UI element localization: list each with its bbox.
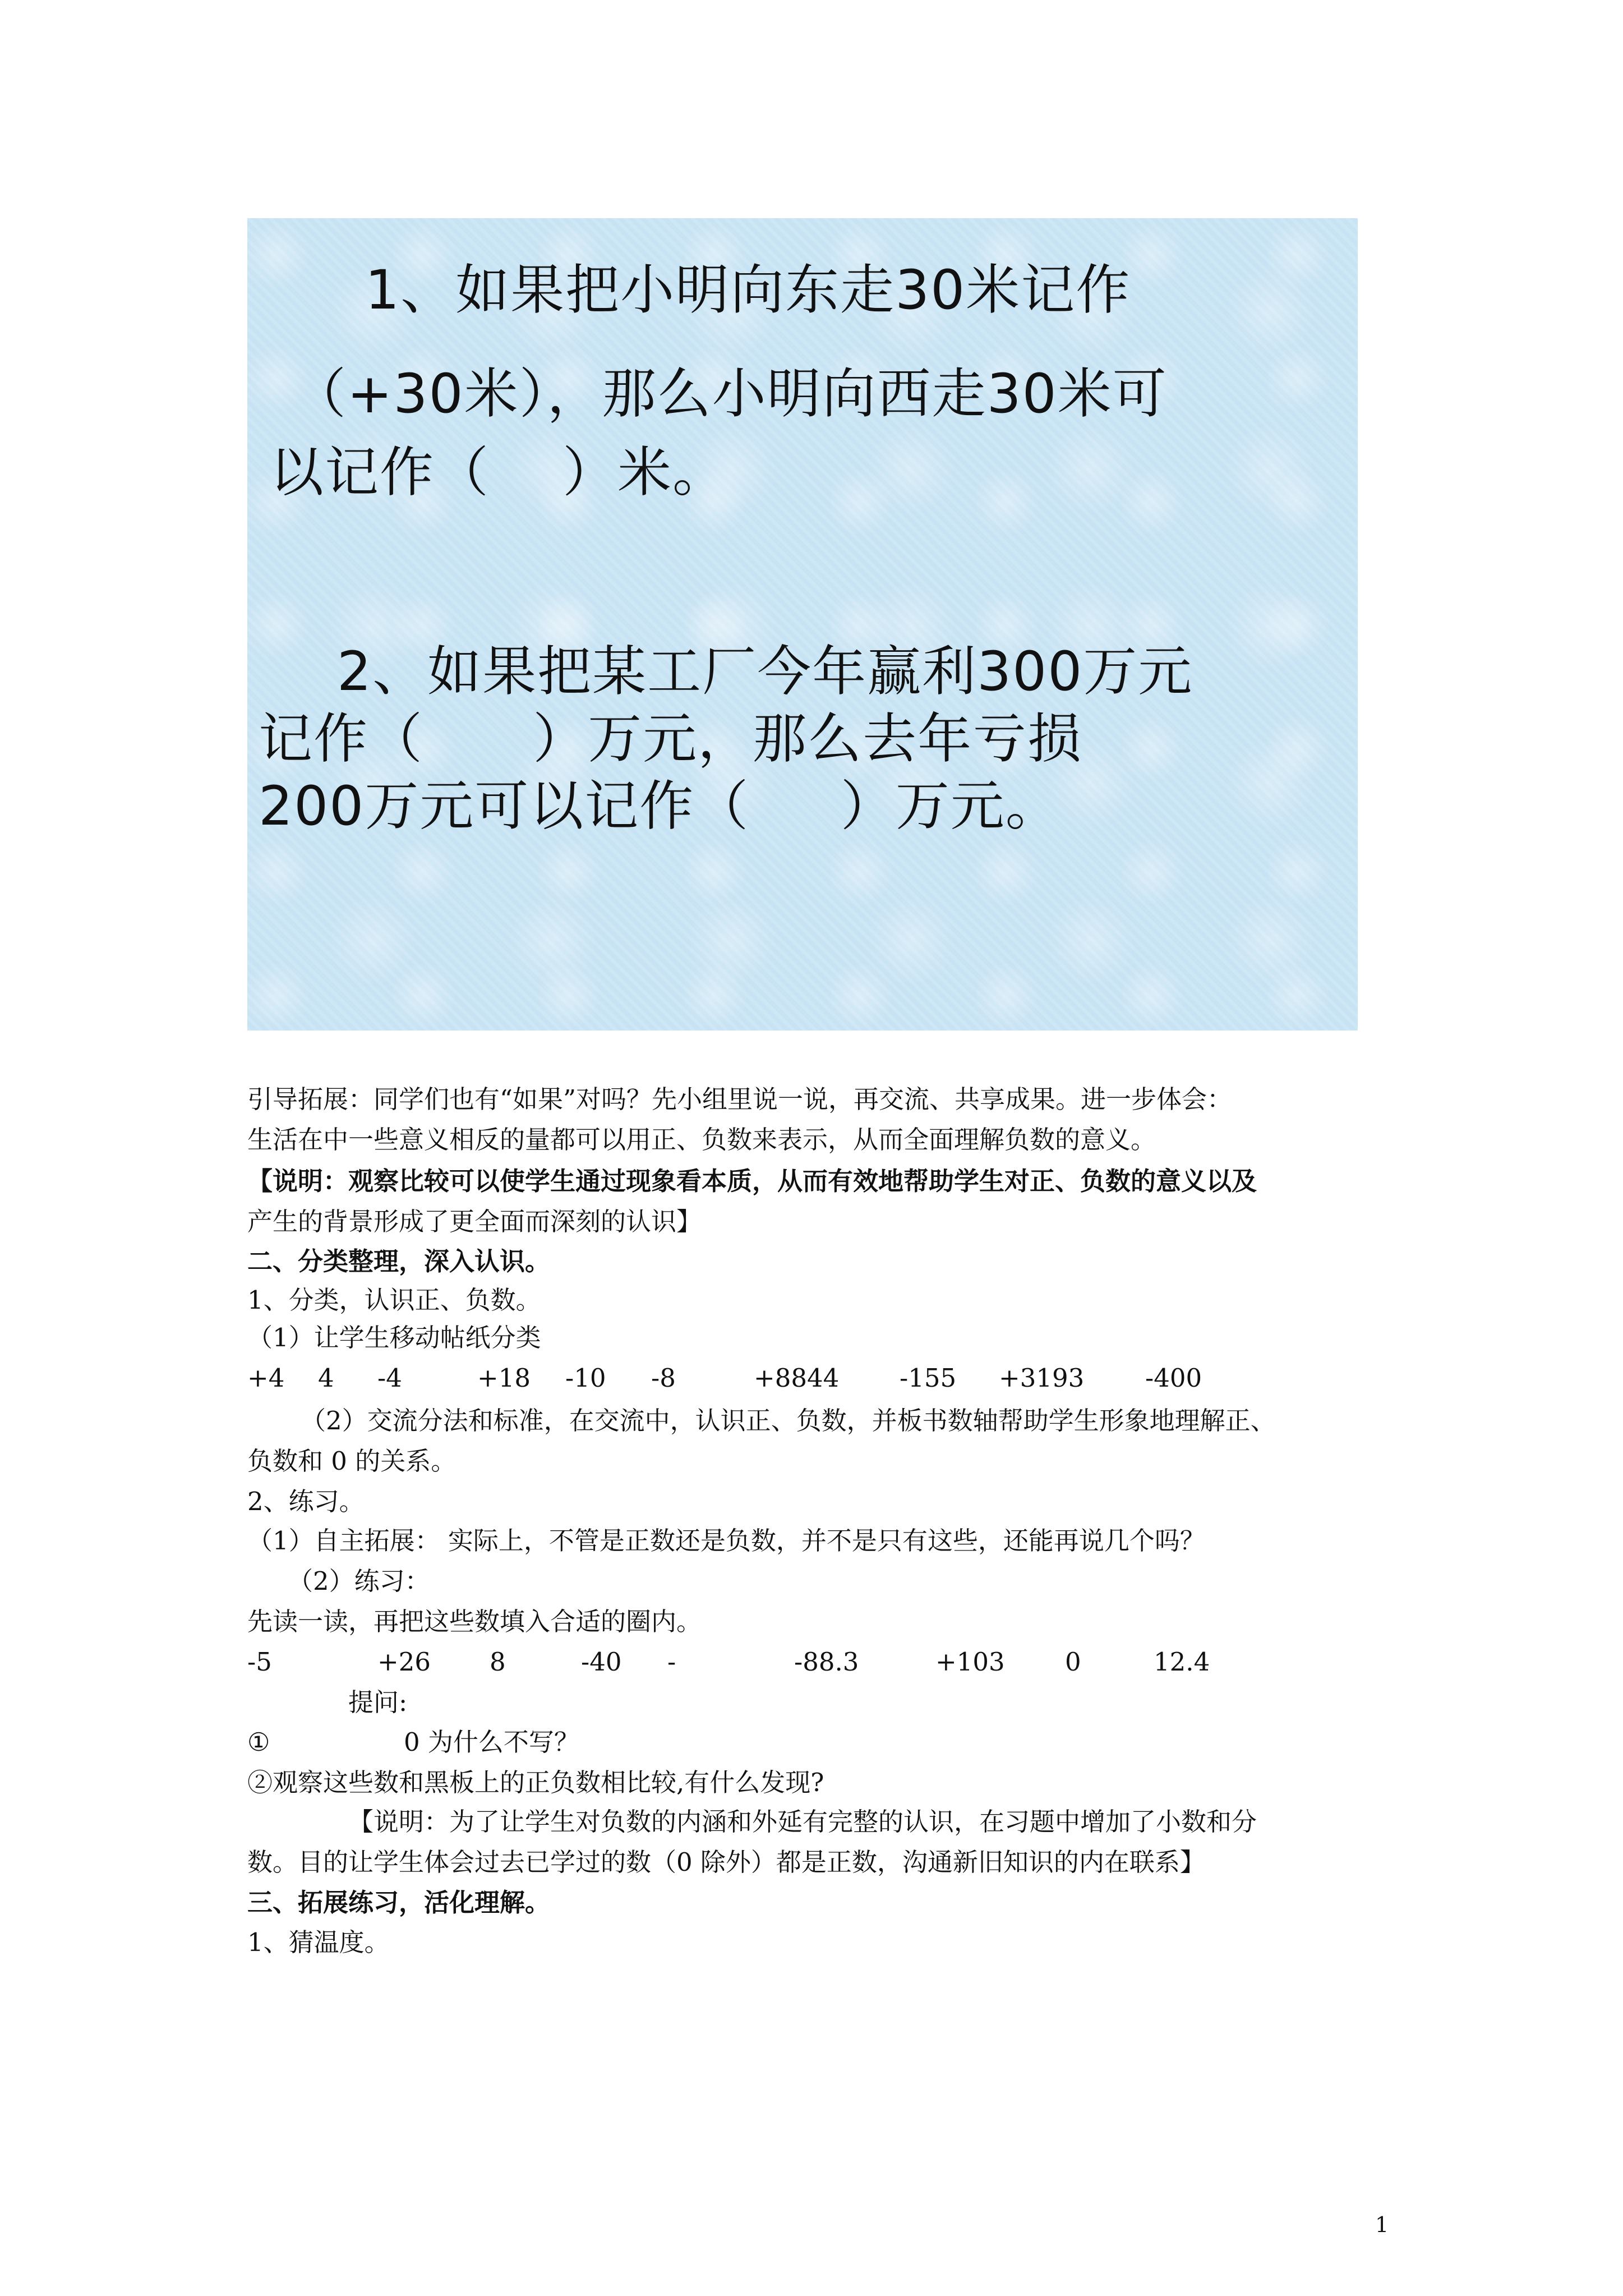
sub-item-2-line-2: 负数和 0 的关系。 [247,1446,457,1476]
note-2-line-1: 【说明：为了让学生对负数的内涵和外延有完整的认识，在习题中增加了小数和分 [348,1807,1257,1837]
number: -155 [900,1363,957,1393]
number: - [667,1647,676,1677]
number: -40 [581,1647,622,1677]
question-1: 0 为什么不写？ [404,1727,579,1757]
number: -88.3 [794,1647,859,1677]
number: 0 [1065,1647,1081,1677]
number: +3193 [999,1363,1085,1393]
number: 4 [318,1363,334,1393]
slide-line-3: 以记作（ ）米。 [270,441,728,504]
number: +8844 [754,1363,840,1393]
paragraph-guide-line-2: 生活在中一些意义相反的量都可以用正、负数来表示，从而全面理解负数的意义。 [247,1125,1156,1154]
number: -8 [651,1363,676,1393]
section-heading-3: 三、拓展练习，活化理解。 [247,1888,551,1917]
item-classify: 1、分类，认识正、负数。 [247,1285,541,1315]
number: +18 [477,1363,531,1393]
question-label: 提问: [348,1687,408,1717]
sub-item-4: （2）练习： [288,1566,430,1596]
question-1-marker: ① [247,1727,270,1757]
note-2-line-2: 数。目的让学生体会过去已学过的数（0 除外）都是正数，沟通新旧知识的内在联系】 [247,1847,1205,1877]
section-heading-2: 二、分类整理，深入认识。 [247,1246,551,1276]
number: +4 [247,1363,285,1393]
item-practice: 2、练习。 [247,1487,365,1516]
sub-item-2-line-1: （2）交流分法和标准，在交流中，认识正、负数，并板书数轴帮助学生形象地理解正、 [301,1406,1276,1435]
slide-line-6: 200万元可以记作（ ）万元。 [259,775,1061,838]
note-1-line-2: 产生的背景形成了更全面而深刻的认识】 [247,1207,702,1236]
number: +103 [935,1647,1005,1677]
sub-item-3: （1）自主拓展： 实际上，不管是正数还是负数，并不是只有这些，还能再说几个吗？ [247,1526,1205,1556]
number: 12.4 [1154,1647,1210,1677]
number: -5 [247,1647,272,1677]
number: 8 [490,1647,506,1677]
slide-image [247,218,1358,1030]
note-1-line-1: 【说明：观察比较可以使学生通过现象看本质，从而有效地帮助学生对正、负数的意义以及 [247,1166,1257,1196]
number: +26 [377,1647,431,1677]
slide-line-4: 2、如果把某工厂今年赢利300万元 [337,640,1193,703]
sub-item-1: （1）让学生移动帖纸分类 [247,1323,541,1352]
slide-line-1: 1、如果把小明向东走30米记作 [365,259,1131,321]
slide-line-5: 记作（ ）万元，那么去年亏损 [259,707,1083,770]
read-instruction: 先读一读，再把这些数填入合适的圈内。 [247,1607,702,1636]
paragraph-guide-line-1: 引导拓展：同学们也有“如果”对吗？先小组里说一说，再交流、共享成果。进一步体会： [247,1084,1233,1114]
number: -10 [565,1363,606,1393]
number: -4 [377,1363,402,1393]
number: -400 [1145,1363,1202,1393]
question-2: ②观察这些数和黑板上的正负数相比较,有什么发现? [247,1768,824,1797]
slide-line-2: （+30米），那么小明向西走30米可 [292,362,1168,425]
page-number: 1 [1375,2212,1389,2237]
item-guess-temperature: 1、猜温度。 [247,1927,390,1957]
